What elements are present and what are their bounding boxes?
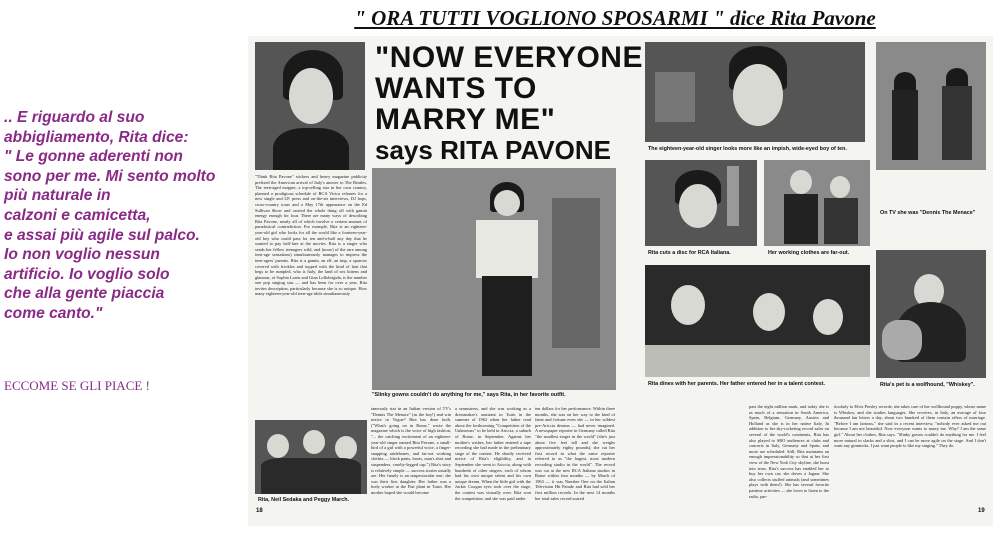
- article-column-4: ten dollars for her performance. Within three months, she was on her way to the kind of fame and fortune even she — in her wildest pre-Ariccia dreams — had never imagined. A newspaper reporter in Germany called Rita "the smallest singer in the world" (she's just about five feet tall and she weighs approximately eighty pounds); she cut her first record in what the same reporter referred to as "the largest, most modern recording studio in the world". The record was cut at the new RCA Italiana studios in Rome within four months — by March of 1963 — it was Number One on the Italian Television Hit Parade and Rita had sold her first million records. In the next 14 months her total sales record soared: [535, 406, 615, 501]
- photo-parents: [645, 265, 870, 377]
- title-line: MARRY ME": [375, 103, 556, 136]
- quote-line: e assai più agile sul palco.: [4, 226, 200, 244]
- photo-group: [255, 420, 367, 494]
- title-says: says RITA PAVONE: [375, 135, 611, 165]
- quote-line: .. E riguardo al suo: [4, 109, 145, 126]
- quote-line: che alla gente piaccia: [4, 285, 165, 303]
- quote-line: Io non voglio nessun: [4, 246, 160, 264]
- title-line: WANTS TO: [375, 72, 537, 105]
- photo-working-clothes: [764, 160, 870, 246]
- photo-dennis: [876, 42, 986, 170]
- quote-line: come canto.": [4, 304, 103, 322]
- quote-line: " Le gonne aderenti non: [4, 148, 183, 166]
- caption-impish: The eighteen-year-old singer looks more like an impish, wide-eyed boy of ten.: [648, 146, 847, 152]
- caption-dennis: On TV she was "Dennis The Menace": [880, 210, 976, 216]
- caption-working-clothes: Her working clothes are far-out.: [768, 250, 850, 256]
- title-line: "NOW EVERYONE: [375, 41, 643, 74]
- article-column-2: taneously star in an Italian version of TV's "Dennis The Menace" (as the boy!) and win notice in Vogue? Rita has done both. ("What's going on in Rome," wrote the magazine which is the voice of high fashion, "... the catching excitement of an eighteen-year-old singer named Rita Pavone, a small-bird of a girl with a powerful voice, a finger-snapping rattlebones, and far-out working clothes — black pants, boots, man's shirt and suspenders, cruelty-legged cap.") Rita's story is relatively simple — success stories usually are. Her family is an unspectacular one; she was their first daughter. Her father was a body worker at the Fiat plant in Turin. Her mother hoped she would become: [371, 406, 451, 495]
- side-comment: ECCOME SE GLI PIACE !: [4, 378, 150, 393]
- caption-parents: Rita dines with her parents. Her father entered her in a talent contest.: [648, 381, 826, 387]
- photo-portrait: [255, 42, 365, 170]
- article-column-1: "Think Rita Pavone" stickers and heavy magazine publicity prefixed the American arrival of Italy's answer to The Beatles. The teen-aged moppet, a top-selling star in her own country, planned a prodigious schedule of RCA Victor releases for a new single and LP, press and on-the-air interviews, DJ hops, cross-country tours and a May 17th appearance on the Ed Sullivan Show and carried the whole thing off with gamin energy enough for four. There are many ways of describing Rita Pavone, nearly all of which involve a certain amount of paradoxical contradiction. For example, Rita is an eighteen-year-old girl who looks for all the world like a fourteen-year-old boy who could pass for ten and-a-half any day that he wanted to pay half-fare at the movies. Rita is a singer who sends her fellow teenagers wild, and (more) of the rare among teen-age sensations) simultaneously manages to impress the teen-agers' parents. Rita is a gamin, an elf, an imp, a sparrow covered with freckles and topped with the kind of hair that begs to be rumpled, who is Italy, the land of sex kittens and glamour, of Sophia Loren and Gina Lollobrigida, is the number one pop singing star — and has been for over a year. Rita invites description, particularly because she is so unique. How many eighteen-year-old teen-age idols simultaneously: [255, 174, 367, 297]
- article-column-6: ticularly to Elvis Presley records; she takes care of her wolfhound puppy, whose name is Whiskey, and she studies languages. She receives, in Italy, an average of four thousand fan letters a day, about two hundred of them contain offers of marriage. "Before I am famous," she said in a recent interview, "nobody ever asked me out because I am not beautiful. Now everyone wants to marry me. Why? I am the same girl." About her clothes, Rita says, "Slinky gowns couldn't do anything for me. I feel more natural in slacks and a shirt, and I can be more agile on the stage. And I don't want any gimmicks. I just want people to like my singing." They do.: [834, 404, 986, 449]
- photo-wolfhound: [876, 250, 986, 378]
- quote-line: sono per me. Mi sento molto: [4, 167, 216, 185]
- photo-disc: [645, 160, 757, 246]
- photo-center-outfit: [372, 168, 616, 390]
- headline: " ORA TUTTI VOGLIONO SPOSARMI " dice Rita Pavone: [354, 6, 876, 30]
- quote-line: calzoni e camicetta,: [4, 206, 151, 224]
- article-title: [375, 41, 643, 165]
- caption-group: Rita, Neil Sedaka and Peggy March.: [258, 497, 350, 503]
- caption-wolfhound: Rita's pet is a wolfhound, "Whiskey".: [880, 382, 975, 388]
- quote-line: artificio. Io voglio solo: [4, 265, 170, 283]
- page-number: 18: [256, 508, 263, 514]
- quote-line: più naturale in: [4, 187, 111, 205]
- caption-center: "Slinky gowns couldn't do anything for me," says Rita, in her favorite outfit.: [372, 392, 566, 398]
- caption-disc: Rita cuts a disc for RCA Italiana.: [648, 250, 731, 256]
- article-column-3: a seamstress, and she was working as a dressmaker's assistant in Turin in the summer of 1962 when her father read about the forthcoming "Competition of the Unknowns" to be held in Ariccia, a suburb of Rome, in September. Against her mother's wishes, her father entered a tape recording she had made in the preliminary stage of the contest. He shortly received notice of Rita's eligibility, and in September she went to Ariccia, along with hundreds of other singers, each of whom had his own unique talent and his own unique dream. When the little girl with the Jackie Coogan eyes took over the stage, the contest was virtually over. Rita won the competition; and she was paid under: [455, 406, 531, 501]
- article-column-5: past the eight million mark, and today she is as much of a sensation in South America, Spain, Belgium, Germany, Austria and Holland as she is in her native Italy. In addition to her sky-rocketing record sales on several of the world's continents, Rita has also played to SRO audiences at clubs and concerts in Italy, Germany and Spain, and more are scheduled. Still, Rita maintains an enough impressionability so that at her first view of the New York City skyline, she burst into tears. Rita's success has enabled her to buy her own car; she drives a Jaguar. She also collects stuffed animals (and sometimes plays with them!). She has several favorite pastime activities — she loves to listen to the radio, par-: [749, 404, 829, 499]
- photo-impish: [645, 42, 865, 142]
- side-quote: [4, 108, 230, 324]
- quote-line: abbigliamento, Rita dice:: [4, 128, 189, 146]
- page-number: 19: [978, 508, 985, 514]
